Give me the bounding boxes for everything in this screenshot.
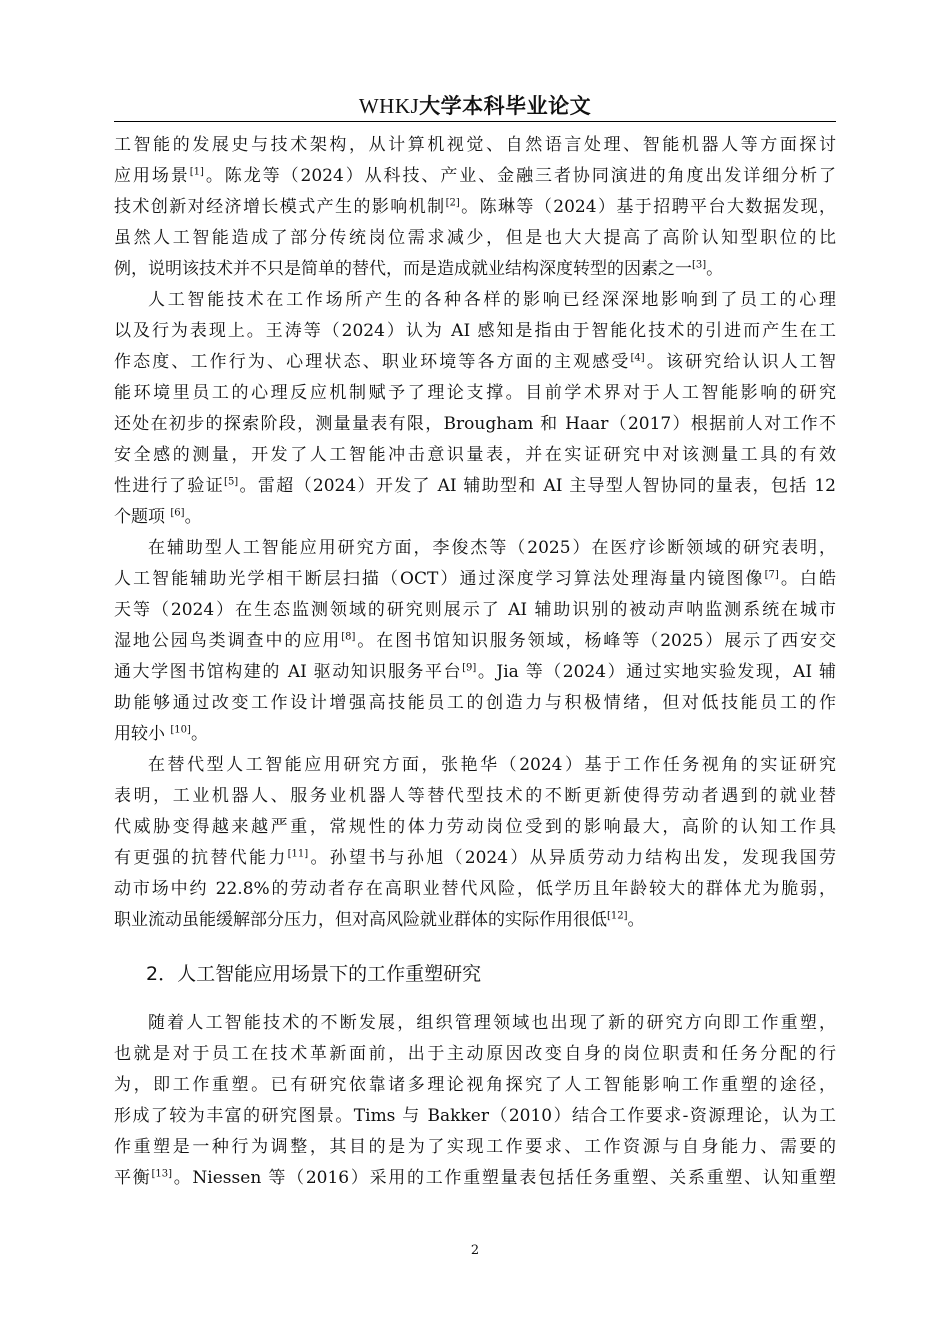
text-line: 能环境里员工的心理反应机制赋予了理论支撑。目前学术界对于人工智能影响的研究 xyxy=(114,383,836,403)
paragraph-5 xyxy=(114,1008,836,1194)
text-line: 动市场中约 22.8%的劳动者存在高职业替代风险，低学历且年龄较大的群体尤为脆弱， xyxy=(114,879,836,899)
text-line: 以及行为表现上。王涛等（2024）认为 AI 感知是指由于智能化技术的引进而产生在工 xyxy=(114,321,836,341)
citation: [3] xyxy=(692,259,707,271)
section-heading: 2．人工智能应用场景下的工作重塑研究 xyxy=(146,963,482,985)
page-number: 2 xyxy=(470,1243,480,1258)
text-line: 在替代型人工智能应用研究方面，张艳华（2024）基于工作任务视角的实证研究 xyxy=(148,755,836,775)
text-line: 应用场景[1]。陈龙等（2024）从科技、产业、金融三者协同演进的角度出发详细分析了 xyxy=(114,166,837,186)
citation: [8] xyxy=(341,631,356,643)
header-latin: WHKJ xyxy=(358,94,420,118)
text-line: 虽然人工智能造成了部分传统岗位需求减少，但是也大大提高了高阶认知型职位的比 xyxy=(114,228,836,248)
text-line: 平衡[13]。Niessen 等（2016）采用的工作重塑量表包括任务重塑、关系重塑、认知重塑 xyxy=(114,1168,836,1188)
citation: [11] xyxy=(287,848,309,860)
body-text xyxy=(114,130,836,1194)
paragraph-3 xyxy=(114,533,836,750)
text-line: 在辅助型人工智能应用研究方面，李俊杰等（2025）在医疗诊断领域的研究表明， xyxy=(148,538,836,558)
citation: [7] xyxy=(764,569,779,581)
text-line: 表明，工业机器人、服务业机器人等替代型技术的不断更新使得劳动者遇到的就业替 xyxy=(114,786,836,806)
paragraph-4 xyxy=(114,750,836,936)
text-line: 通大学图书馆构建的 AI 驱动知识服务平台[9]。Jia 等（2024）通过实地实验发现，AI 辅 xyxy=(114,662,836,682)
text-line: 作重塑是一种行为调整，其目的是为了实现工作要求、工作资源与自身能力、需要的 xyxy=(114,1137,836,1157)
text-line: 代威胁变得越来越严重，常规性的体力劳动岗位受到的影响最大，高阶的认知工作具 xyxy=(114,817,836,837)
text-line: 助能够通过改变工作设计增强高技能员工的创造力与积极情绪，但对低技能员工的作 xyxy=(114,693,836,713)
text-line: 也就是对于员工在技术革新面前，出于主动原因改变自身的岗位职责和任务分配的行 xyxy=(114,1044,836,1064)
citation: [9] xyxy=(462,662,477,674)
citation: [2] xyxy=(445,197,460,209)
text-line: 还处在初步的探索阶段，测量量表有限，Brougham 和 Haar（2017）根据前人对工作不 xyxy=(114,414,836,434)
citation: [13] xyxy=(151,1168,172,1180)
citation: [6] xyxy=(170,507,185,519)
text-line: 人工智能技术在工作场所产生的各种各样的影响已经深深地影响到了员工的心理 xyxy=(148,290,836,310)
text-line: 作态度、工作行为、心理状态、职业环境等各方面的主观感受[4]。该研究给认识人工智 xyxy=(114,352,837,372)
citation: [10] xyxy=(170,724,191,736)
text-line: 工智能的发展史与技术架构，从计算机视觉、自然语言处理、智能机器人等方面探讨 xyxy=(114,135,836,155)
citation: [1] xyxy=(189,166,204,178)
text-line: 例，说明该技术并不只是简单的替代，而是造成就业结构深度转型的因素之一[3]。 xyxy=(114,259,724,279)
text-line: 天等（2024）在生态监测领域的研究则展示了 AI 辅助识别的被动声呐监测系统在城市 xyxy=(114,600,836,620)
text-line: 技术创新对经济增长模式产生的影响机制[2]。陈琳等（2024）基于招聘平台大数据发现， xyxy=(114,197,837,217)
citation: [4] xyxy=(630,352,645,364)
text-line: 安全感的测量，开发了人工智能冲击意识量表，并在实证研究中对该测量工具的有效 xyxy=(114,445,836,465)
text-line: 职业流动虽能缓解部分压力，但对高风险就业群体的实际作用很低[12]。 xyxy=(114,910,645,930)
citation: [12] xyxy=(607,910,628,922)
header-title: 大学本科毕业论文 xyxy=(419,94,592,118)
running-header xyxy=(114,92,836,120)
text-line: 个题项 [6]。 xyxy=(114,507,202,527)
text-line: 用较小 [10]。 xyxy=(114,724,208,744)
text-line: 有更强的抗替代能力[11]。孙望书与孙旭（2024）从异质劳动力结构出发，发现我国劳 xyxy=(114,848,836,868)
text-line: 湿地公园鸟类调查中的应用[8]。在图书馆知识服务领域，杨峰等（2025）展示了西安交 xyxy=(114,631,836,651)
text-line: 形成了较为丰富的研究图景。Tims 与 Bakker（2010）结合工作要求-资源理论，认为工 xyxy=(114,1106,836,1126)
text-line: 性进行了验证[5]。雷超（2024）开发了 AI 辅助型和 AI 主导型人智协同的量表，包括 12 xyxy=(114,476,836,496)
text-line: 随着人工智能技术的不断发展，组织管理领域也出现了新的研究方向即工作重塑， xyxy=(148,1013,836,1033)
paragraph-1 xyxy=(114,130,836,285)
citation: [5] xyxy=(224,476,239,488)
text-line: 人工智能辅助光学相干断层扫描（OCT）通过深度学习算法处理海量内镜图像[7]。白皓 xyxy=(114,569,836,589)
text-line: 为，即工作重塑。已有研究依靠诸多理论视角探究了人工智能影响工作重塑的途径， xyxy=(114,1075,836,1095)
paragraph-2 xyxy=(114,285,836,533)
header-rule xyxy=(114,121,836,122)
